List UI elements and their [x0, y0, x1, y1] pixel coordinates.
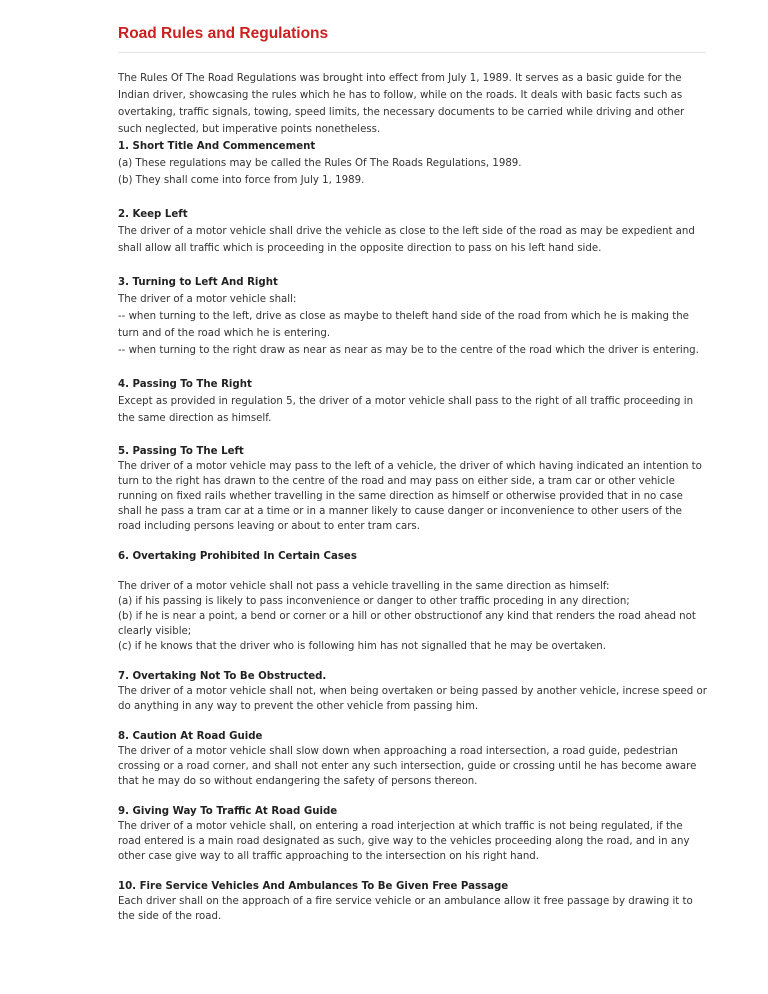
section-line: (a) These regulations may be called the Rules Of The Roads Regulations, 1989.: [118, 158, 522, 169]
spacer: [118, 654, 708, 669]
section-heading: 7. Overtaking Not To Be Obstructed.: [118, 671, 327, 682]
spacer: [118, 789, 708, 804]
spacer: [118, 714, 708, 729]
section-line: -- when turning to the right draw as near as near as may be to the centre of the road which the driver is entering.: [118, 345, 699, 356]
section-line: Each driver shall on the approach of a fire service vehicle or an ambulance allow it free passage by drawing it to the side of the road.: [118, 896, 693, 922]
section-line: (a) if his passing is likely to pass inconvenience or danger to other traffic proceding in any direction;: [118, 596, 630, 607]
section-line: Except as provided in regulation 5, the driver of a motor vehicle shall pass to the right of all traffic proceeding in the same direction as himself.: [118, 396, 694, 424]
page-title: Road Rules and Regulations: [118, 25, 329, 42]
section-5: [118, 444, 708, 534]
section-2: [118, 206, 708, 257]
section-heading: 2. Keep Left: [118, 209, 188, 220]
section-heading: 3. Turning to Left And Right: [118, 277, 278, 288]
article-body: [118, 70, 708, 924]
section-line: The driver of a motor vehicle shall:: [118, 294, 297, 305]
section-7: [118, 669, 708, 714]
section-line: The driver of a motor vehicle may pass to the left of a vehicle, the driver of which having indicated an intention to turn to the right has drawn to the centre of the road and may pass on either side, a tram car or other vehicle running on fixed rails whether travelling in the same direction as himself or otherwise provided that in no case shall he pass a tram car at a time or in a manner likely to cause danger or inconvenience to other users of the road including persons leaving or about to enter tram cars.: [118, 461, 702, 532]
section-heading: 9. Giving Way To Traffic At Road Guide: [118, 806, 338, 817]
section-line: The driver of a motor vehicle shall not pass a vehicle travelling in the same direction as himself:: [118, 581, 610, 592]
intro-paragraph: The Rules Of The Road Regulations was brought into effect from July 1, 1989. It serves as a basic guide for the Indian driver, showcasing the rules which he has to follow, while on the roads. It deals with basic facts such as overtaking, traffic signals, towing, speed limits, the necessary documents to be carried while driving and other such neglected, but imperative points nonetheless.: [118, 73, 685, 135]
section-line: The driver of a motor vehicle shall drive the vehicle as close to the left side of the road as may be expedient and shall allow all traffic which is proceeding in the opposite direction to pass on his left hand side.: [118, 226, 695, 254]
section-line: -- when turning to the left, drive as close as maybe to theleft hand side of the road from which he is making the turn and of the road which he is entering.: [118, 311, 689, 339]
section-line: (c) if he knows that the driver who is following him has not signalled that he may be overtaken.: [118, 641, 606, 652]
section-9: [118, 804, 708, 864]
title-divider: [118, 52, 706, 53]
section-heading: 6. Overtaking Prohibited In Certain Cases: [118, 551, 357, 562]
spacer: [118, 864, 708, 879]
section-heading: 1. Short Title And Commencement: [118, 141, 316, 152]
section-line: (b) if he is near a point, a bend or corner or a hill or other obstructionof any kind that renders the road ahead not clearly visible;: [118, 611, 696, 637]
section-heading: 5. Passing To The Left: [118, 446, 244, 457]
spacer: [118, 189, 708, 206]
section-line: The driver of a motor vehicle shall not, when being overtaken or being passed by another vehicle, increse speed or do anything in any way to prevent the other vehicle from passing him.: [118, 686, 707, 712]
section-8: [118, 729, 708, 789]
section-line: The driver of a motor vehicle shall, on entering a road interjection at which traffic is not being regulated, if the road entered is a main road designated as such, give way to the vehicles proceeding along the road, and in any other case give way to all traffic approaching to the intersection on his right hand.: [118, 821, 690, 862]
section-6: [118, 549, 708, 654]
section-heading: 4. Passing To The Right: [118, 379, 252, 390]
spacer: [118, 564, 708, 579]
spacer: [118, 257, 708, 274]
spacer: [118, 427, 708, 444]
section-3: [118, 274, 708, 359]
section-1: [118, 138, 708, 189]
section-line: The driver of a motor vehicle shall slow down when approaching a road intersection, a road guide, pedestrian crossing or a road corner, and shall not enter any such intersection, guide or crossing until he has become aware that he may do so without endangering the safety of persons thereon.: [118, 746, 697, 787]
section-heading: 8. Caution At Road Guide: [118, 731, 263, 742]
section-heading: 10. Fire Service Vehicles And Ambulances To Be Given Free Passage: [118, 881, 509, 892]
spacer: [118, 534, 708, 549]
section-10: [118, 879, 708, 924]
section-line: (b) They shall come into force from July 1, 1989.: [118, 175, 365, 186]
section-4: [118, 376, 708, 427]
spacer: [118, 359, 708, 376]
